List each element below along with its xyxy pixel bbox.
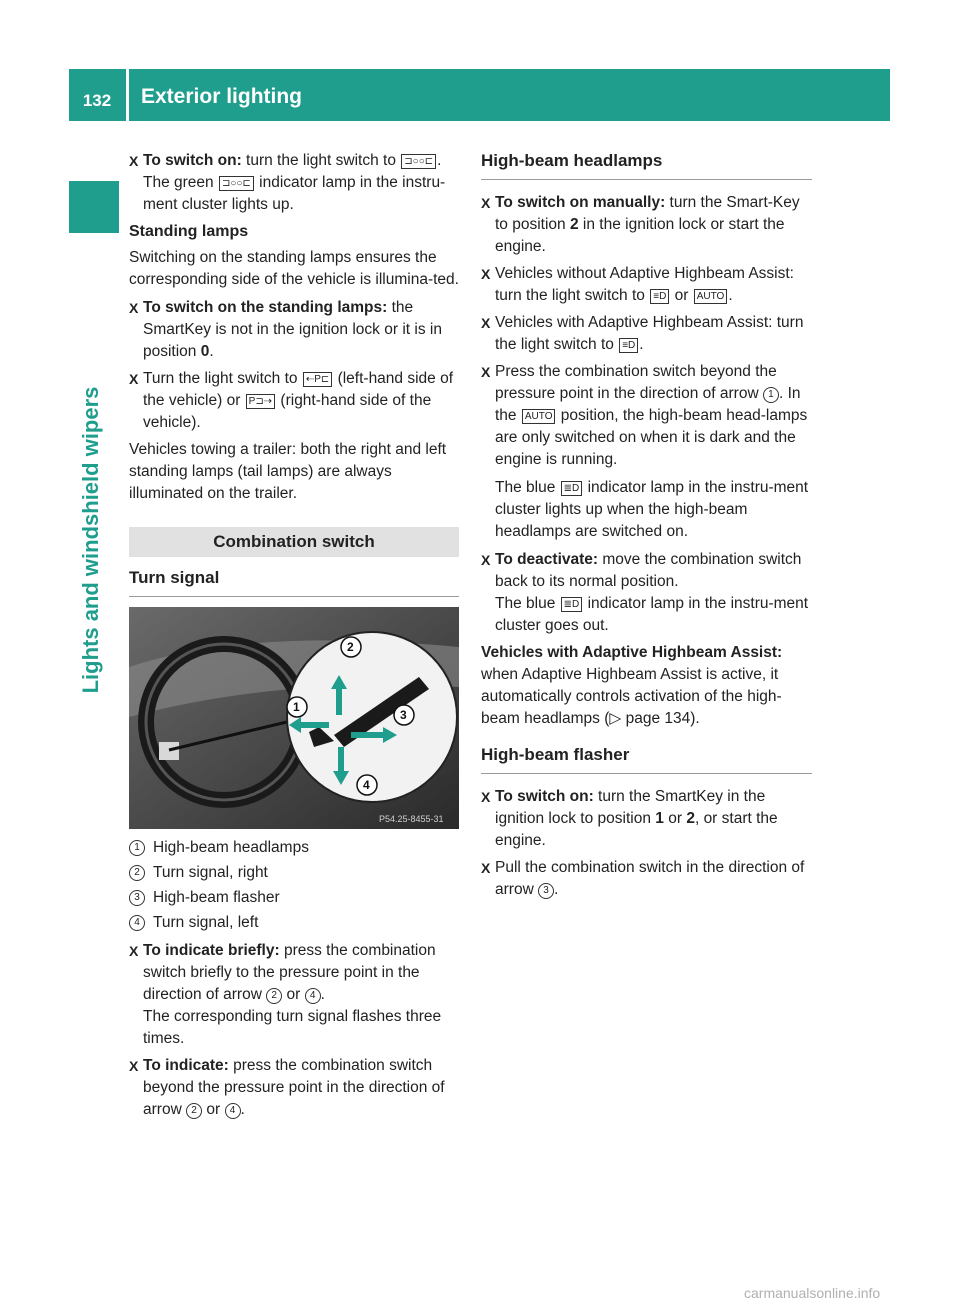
legend-item: 3 High-beam flasher (129, 887, 459, 909)
step-standing-lamps: X To switch on the standing lamps: the SmartKey is not in the ignition lock or it is in position 0. (129, 299, 442, 360)
svg-text:1: 1 (293, 700, 300, 714)
photo-code: P54.25-8455-31 (379, 814, 444, 824)
low-beam-symbol-icon: ≡D (619, 338, 638, 353)
step-x-icon: X (481, 860, 491, 876)
high-beam-headlamps-heading: High-beam headlamps (481, 150, 812, 180)
page-reference-link[interactable]: ▷ page 134 (609, 710, 691, 727)
svg-text:3: 3 (400, 708, 407, 722)
footer-watermark: carmanualsonline.info (744, 1285, 881, 1301)
step-deactivate: X To deactivate: move the combination switch back to its normal position. The blue ≣D indicator lamp in the instru-ment cluster goes out. (481, 551, 809, 634)
step-indicate-briefly: X To indicate briefly: press the combination switch briefly to the pressure point in the direction of arrow 2 or 4 . The corresponding turn signal flashes three times. (129, 942, 442, 1047)
svg-text:4: 4 (363, 778, 370, 792)
left-column (129, 150, 459, 1126)
trailer-text: Vehicles towing a trailer: both the right and left standing lamps (tail lamps) are always illuminated on the trailer. (129, 441, 447, 502)
high-beam-flasher-heading: High-beam flasher (481, 744, 812, 774)
auto-symbol-icon: AUTO (522, 409, 556, 424)
standing-lamps-heading: Standing lamps (129, 223, 249, 240)
step-x-icon: X (481, 266, 491, 282)
standing-lamp-symbol-icon: ⊐○○⊏ (219, 176, 254, 191)
turn-signal-heading: Turn signal (129, 567, 459, 597)
parking-left-symbol-icon: ⇠P⊏ (303, 372, 332, 387)
adaptive-assist-note: Vehicles with Adaptive Highbeam Assist: when Adaptive Highbeam Assist is active, it automatically controls activation of the high-beam headlamps (▷ page 134). (481, 644, 783, 727)
step-with-assist: X Vehicles with Adaptive Highbeam Assist: turn the light switch to ≡D . (481, 314, 804, 353)
step-press-switch: X Press the combination switch beyond the pressure point in the direction of arrow 1 . In the AUTO position, the high-beam head-lamps are only switched on when it is dark and the engine is running. The blue ≣D indicator lamp in the instru-ment cluster lights up when the high-beam headlamps are switched on. (481, 363, 809, 540)
auto-symbol-icon: AUTO (694, 289, 728, 304)
step-x-icon: X (481, 315, 491, 331)
standing-lamps-intro: Switching on the standing lamps ensures the corresponding side of the vehicle is illumina-ted. (129, 249, 459, 288)
step-x-icon: X (129, 943, 139, 959)
low-beam-symbol-icon: ≡D (650, 289, 669, 304)
step-x-icon: X (481, 552, 491, 568)
step-x-icon: X (129, 371, 139, 387)
step-flasher-switch-on: X To switch on: turn the SmartKey in the ignition lock to position 1 or 2, or start the engine. (481, 788, 778, 849)
combination-switch-photo (129, 607, 459, 829)
legend-item: 2 Turn signal, right (129, 862, 459, 884)
svg-text:2: 2 (347, 640, 354, 654)
step-x-icon: X (129, 153, 139, 169)
high-beam-symbol-icon: ≣D (561, 481, 583, 496)
right-column (481, 150, 812, 906)
step-turn-switch: X Turn the light switch to ⇠P⊏ (left-hand side of the vehicle) or P⊐⇢ (right-hand side of the vehicle). (129, 370, 454, 431)
combination-switch-band: Combination switch (129, 527, 459, 557)
step-switch-on-manually: X To switch on manually: turn the Smart-Key to position 2 in the ignition lock or start the engine. (481, 194, 800, 255)
legend-item: 1 High-beam headlamps (129, 837, 459, 859)
parking-right-symbol-icon: P⊐⇢ (246, 394, 275, 409)
legend-list (129, 837, 459, 934)
chapter-tab-marker (69, 181, 119, 233)
step-x-icon: X (129, 1058, 139, 1074)
step-indicate: X To indicate: press the combination switch beyond the pressure point in the direction of arrow 2 or 4 . (129, 1057, 445, 1118)
step-x-icon: X (481, 789, 491, 805)
step-x-icon: X (129, 300, 139, 316)
step-pull-switch: X Pull the combination switch in the direction of arrow 3 . (481, 859, 805, 898)
page-number: 132 (82, 91, 112, 110)
step-switch-on: X To switch on: turn the light switch to ⊐○○⊏ . The green ⊐○○⊏ indicator lamp in the instru-ment cluster lights up. (129, 152, 446, 213)
step-x-icon: X (481, 364, 491, 380)
legend-item: 4 Turn signal, left (129, 912, 459, 934)
high-beam-symbol-icon: ≣D (561, 597, 583, 612)
section-title: Exterior lighting (141, 85, 303, 108)
standing-lamp-symbol-icon: ⊐○○⊏ (401, 154, 436, 169)
step-x-icon: X (481, 195, 491, 211)
step-without-assist: X Vehicles without Adaptive Highbeam Assist: turn the light switch to ≡D or AUTO . (481, 265, 794, 304)
header-divider (126, 69, 129, 121)
